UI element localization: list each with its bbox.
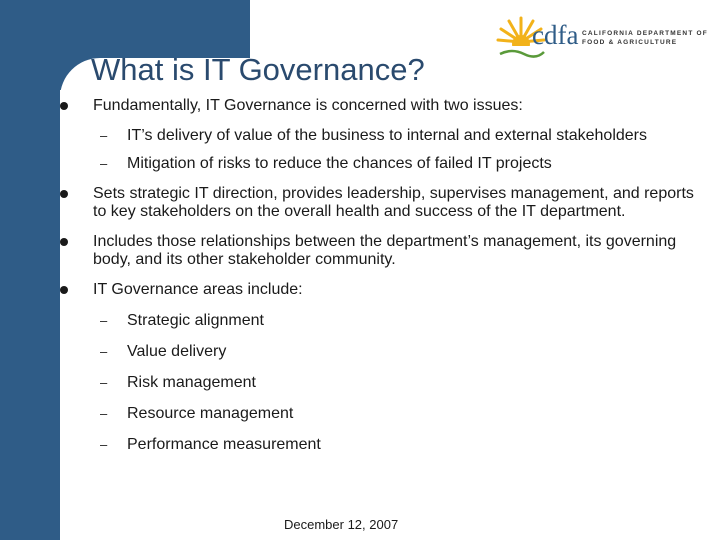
bullet-text: Sets strategic IT direction, provides leadership, supervises management, and reports to key stakeholders on the overall health and success of the IT department. — [93, 185, 694, 220]
logo-wordmark: cdfa — [532, 20, 579, 50]
sub-bullet-text: Performance measurement — [127, 436, 321, 453]
bullet-item — [60, 97, 710, 115]
bullet-item — [60, 185, 710, 221]
dash-icon: – — [100, 437, 108, 452]
slide-date: December 12, 2007 — [284, 517, 399, 532]
dash-icon: – — [100, 313, 108, 328]
sub-bullet-item — [60, 155, 710, 173]
sub-bullet-item — [60, 374, 710, 392]
dash-icon: – — [100, 344, 108, 359]
dash-icon: – — [100, 375, 108, 390]
bullet-icon — [60, 238, 68, 246]
sub-bullet-item — [60, 343, 710, 361]
bullet-icon — [60, 190, 68, 198]
logo-org-line2: FOOD & AGRICULTURE — [582, 39, 678, 46]
bullet-text: Fundamentally, IT Governance is concerned with two issues: — [93, 97, 523, 114]
sub-bullet-item — [60, 405, 710, 423]
logo-org-name — [582, 29, 708, 47]
sub-bullet-text: Resource management — [127, 405, 294, 422]
bullet-list — [60, 97, 710, 454]
sub-bullet-text: IT’s delivery of value of the business to internal and external stakeholders — [127, 127, 647, 144]
bullet-text: Includes those relationships between the department’s management, its governing body, and its other stakeholder community. — [93, 233, 677, 268]
sub-bullet-item — [60, 312, 710, 330]
slide-title: What is IT Governance? — [91, 52, 425, 87]
sub-bullet-item — [60, 127, 710, 145]
bullet-item — [60, 281, 710, 299]
sub-bullet-text: Mitigation of risks to reduce the chances of failed IT projects — [127, 155, 552, 172]
left-blue-strip — [0, 90, 60, 540]
sub-bullet-item — [60, 436, 710, 454]
dash-icon: – — [100, 128, 108, 143]
sub-bullet-text: Strategic alignment — [127, 312, 264, 329]
logo-org-line1: CALIFORNIA DEPARTMENT OF — [582, 30, 708, 37]
bullet-text: IT Governance areas include: — [93, 281, 303, 298]
bullet-item — [60, 233, 710, 269]
sub-bullet-text: Risk management — [127, 374, 256, 391]
dash-icon: – — [100, 156, 108, 171]
bullet-icon — [60, 286, 68, 294]
bullet-icon — [60, 102, 68, 110]
dash-icon: – — [100, 406, 108, 421]
sub-bullet-text: Value delivery — [127, 343, 227, 360]
cdfa-logo — [496, 12, 711, 62]
